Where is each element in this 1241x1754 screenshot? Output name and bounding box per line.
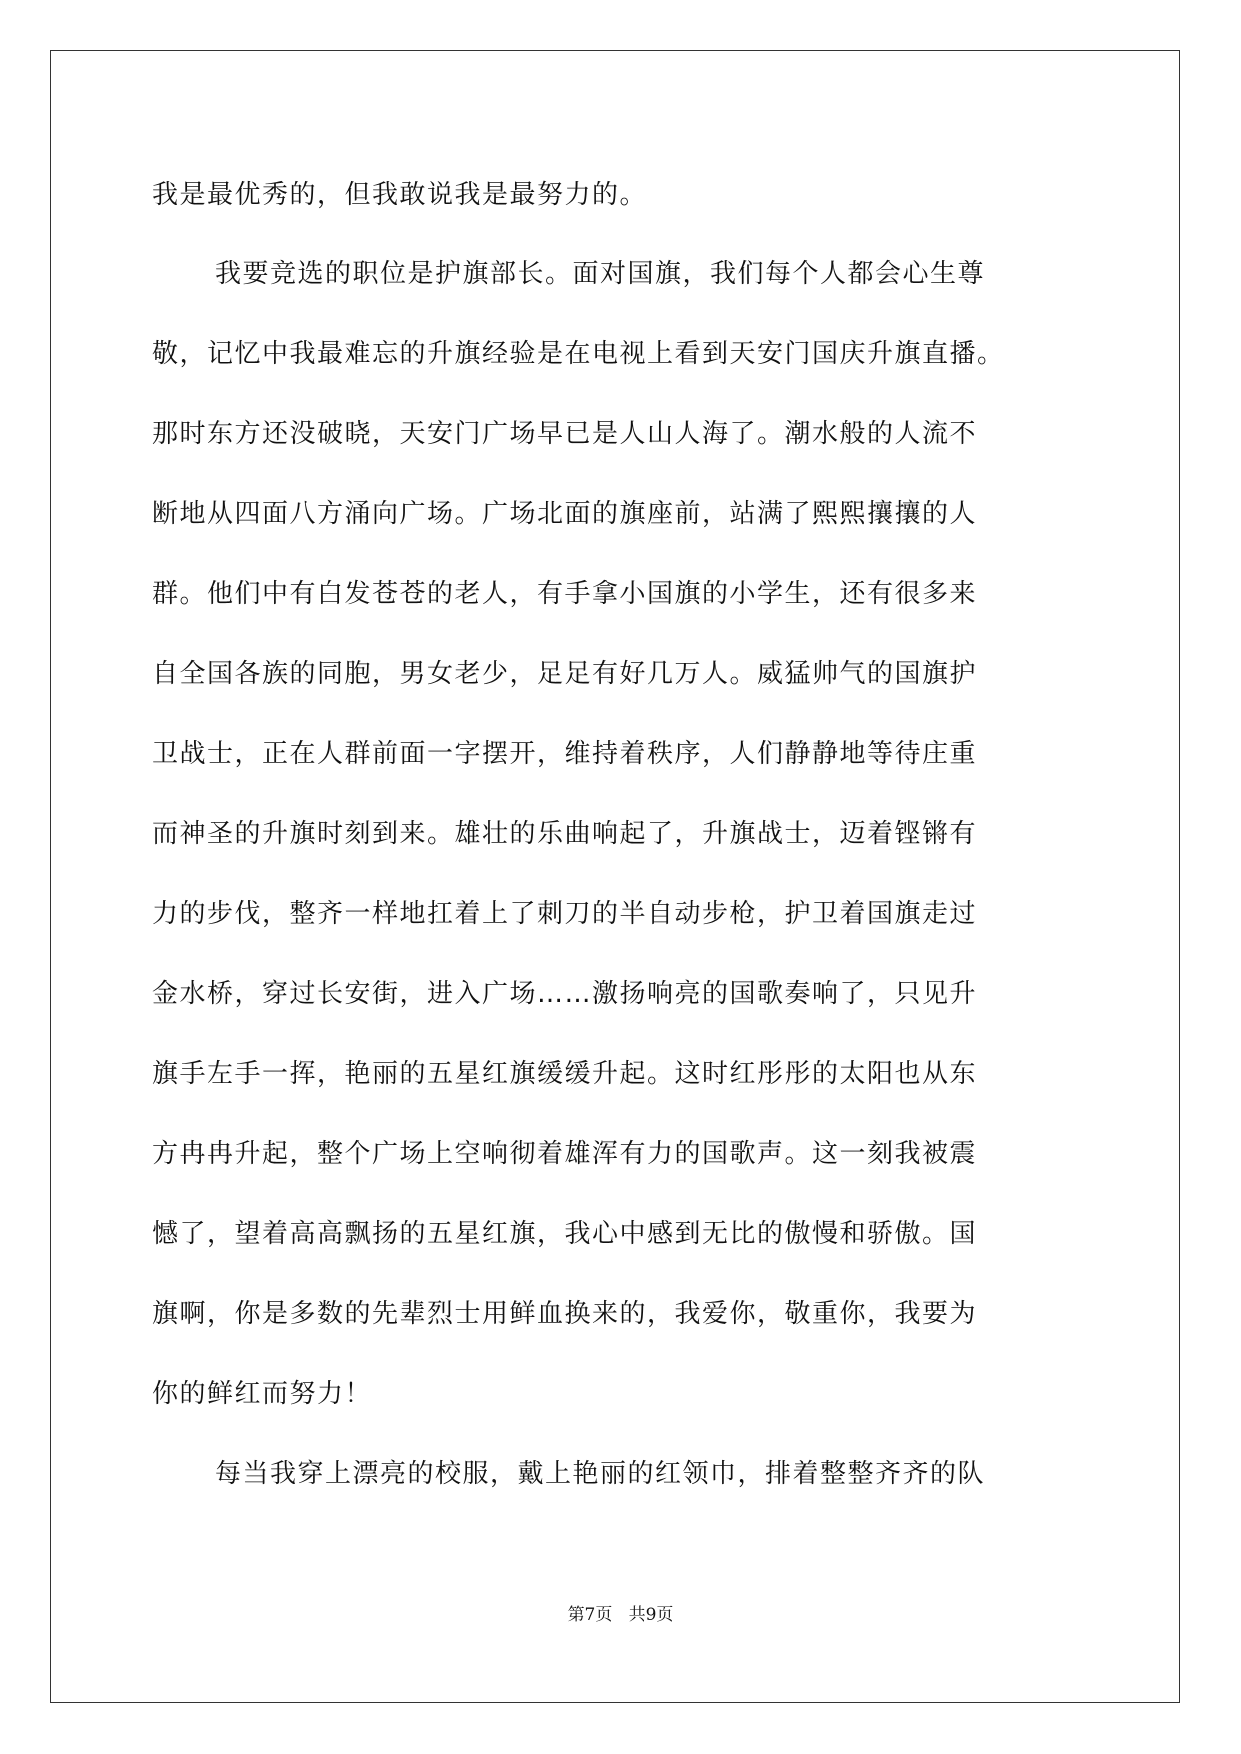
text-line-5: 断地从四面八方涌向广场。广场北面的旗座前，站满了熙熙攘攘的人 (152, 499, 978, 529)
text-line-1: 我是最优秀的，但我敢说我是最努力的。 (152, 180, 648, 210)
text-line-9: 而神圣的升旗时刻到来。雄壮的乐曲响起了，升旗战士，迈着铿锵有 (152, 819, 978, 849)
text-line-11: 金水桥，穿过长安街，进入广场……激扬响亮的国歌奏响了，只见升 (152, 979, 978, 1009)
text-line-10: 力的步伐，整齐一样地扛着上了刺刀的半自动步枪，护卫着国旗走过 (152, 899, 978, 929)
text-line-4: 那时东方还没破晓，天安门广场早已是人山人海了。潮水般的人流不 (152, 419, 978, 449)
text-line-3: 敬，记忆中我最难忘的升旗经验是在电视上看到天安门国庆升旗直播。 (152, 339, 1005, 369)
text-line-6: 群。他们中有白发苍苍的老人，有手拿小国旗的小学生，还有很多来 (152, 579, 978, 609)
text-line-12: 旗手左手一挥，艳丽的五星红旗缓缓升起。这时红彤彤的太阳也从东 (152, 1059, 978, 1089)
text-line-15: 旗啊，你是多数的先辈烈士用鲜血换来的，我爱你，敬重你，我要为 (152, 1299, 978, 1329)
text-line-13: 方冉冉升起，整个广场上空响彻着雄浑有力的国歌声。这一刻我被震 (152, 1139, 978, 1169)
footer-separator (612, 1605, 628, 1625)
page-number-total: 共9页 (628, 1605, 674, 1625)
text-line-7: 自全国各族的同胞，男女老少，足足有好几万人。威猛帅气的国旗护 (152, 659, 978, 689)
page-footer (0, 1603, 1241, 1627)
text-line-8: 卫战士，正在人群前面一字摆开，维持着秩序，人们静静地等待庄重 (152, 739, 978, 769)
text-line-14: 憾了，望着高高飘扬的五星红旗，我心中感到无比的傲慢和骄傲。国 (152, 1219, 978, 1249)
text-line-2: 我要竞选的职位是护旗部长。面对国旗，我们每个人都会心生尊 (215, 259, 986, 289)
text-line-16: 你的鲜红而努力！ (152, 1379, 373, 1409)
page-number-current: 第7页 (567, 1605, 613, 1625)
text-line-17: 每当我穿上漂亮的校服，戴上艳丽的红领巾，排着整整齐齐的队 (215, 1459, 986, 1489)
